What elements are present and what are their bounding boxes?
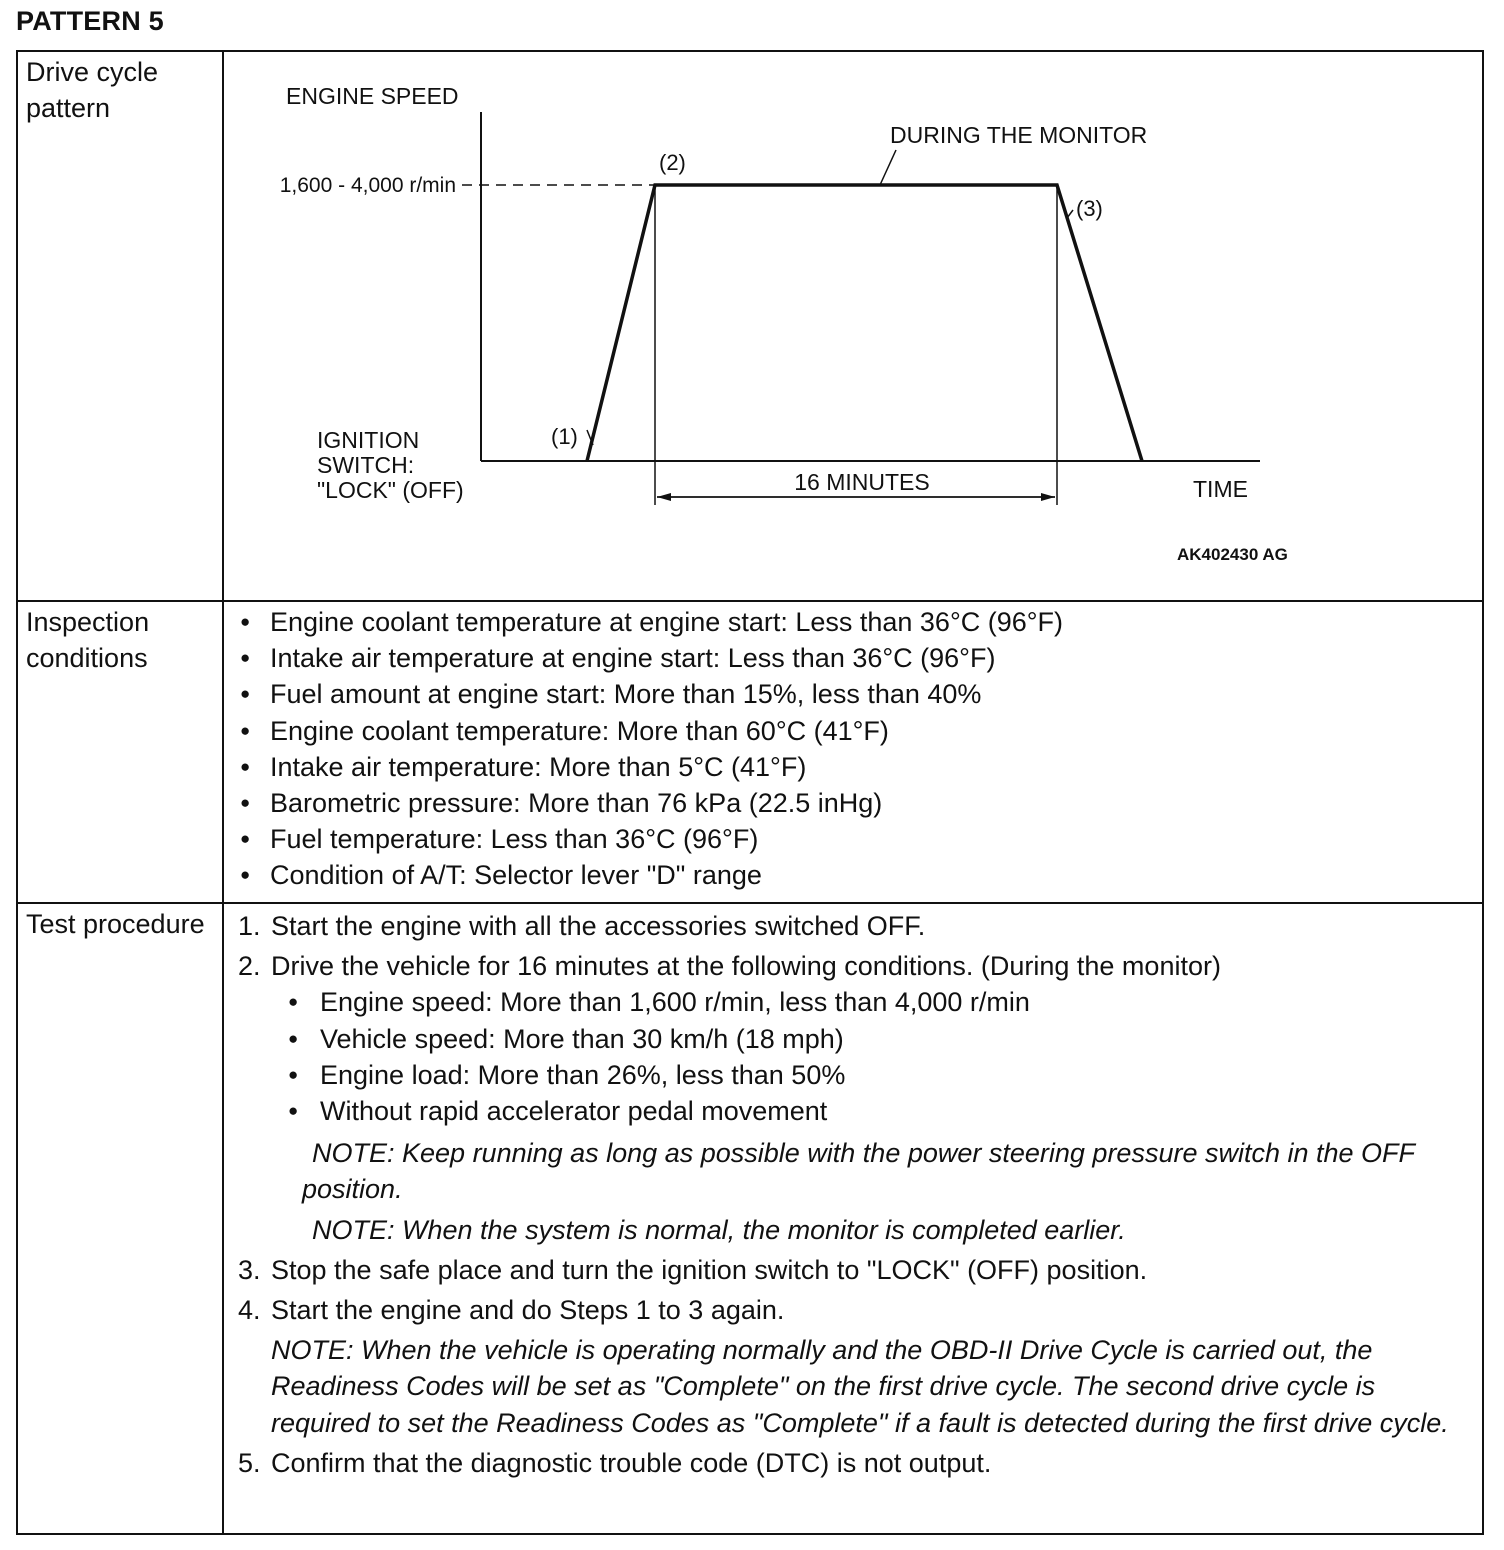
note-power-steering: NOTE: Keep running as long as possible with the power steering pressure switch in the OFF position. xyxy=(302,1138,1415,1205)
procedure-step-4 xyxy=(224,1292,1482,1328)
x-axis-label: TIME xyxy=(1193,476,1248,502)
drive-condition-item: ● Engine load: More than 26%, less than 50% xyxy=(288,1057,1482,1093)
point-3-leader xyxy=(1067,210,1073,218)
condition-item: ● Intake air temperature: More than 5°C (41°F) xyxy=(238,749,1482,785)
procedure-steps xyxy=(224,908,1482,1481)
monitor-label: DURING THE MONITOR xyxy=(890,122,1148,148)
procedure-step-5 xyxy=(224,1445,1482,1481)
inspection-conditions-cell xyxy=(223,601,1483,903)
step-text: Stop the safe place and turn the ignition switch to "LOCK" (OFF) position. xyxy=(271,1254,1148,1285)
note-readiness-codes: NOTE: When the vehicle is operating normally and the OBD-II Drive Cycle is carried out, the Readiness Codes will be set as "Complete" on the first drive cycle. The second drive cycle is required to set the Readiness Codes as "Complete" if a fault is detected during the first drive cycle. xyxy=(271,1335,1449,1438)
inspection-conditions-list xyxy=(224,604,1482,894)
step-text: Start the engine and do Steps 1 to 3 again. xyxy=(271,1295,785,1326)
inspection-label: Inspection conditions xyxy=(17,601,223,903)
condition-item: ● Barometric pressure: More than 76 kPa (22.5 inHg) xyxy=(238,785,1482,821)
figure-code: AK402430 AG xyxy=(1177,545,1288,564)
procedure-step-1 xyxy=(224,908,1482,944)
step-number: 2. xyxy=(238,951,261,982)
monitor-leader xyxy=(880,150,896,185)
step-number: 1. xyxy=(238,911,261,941)
step-text: Start the engine with all the accessories switched OFF. xyxy=(271,911,926,941)
point-3-label: (3) xyxy=(1076,196,1103,221)
inspection-row xyxy=(17,601,1483,903)
step-number: 3. xyxy=(238,1254,261,1285)
speed-range-label: 1,600 - 4,000 r/min xyxy=(279,174,456,197)
duration-label: 16 MINUTES xyxy=(794,469,930,495)
point-2-label: (2) xyxy=(659,150,686,175)
ignition-label-line2: SWITCH: xyxy=(317,452,415,478)
condition-item: ● Engine coolant temperature at engine start: Less than 36°C (96°F) xyxy=(238,604,1482,640)
drive-condition-item: ● Vehicle speed: More than 30 km/h (18 mph) xyxy=(288,1021,1482,1057)
condition-item: ● Condition of A/T: Selector lever "D" range xyxy=(238,857,1482,893)
step-text: Confirm that the diagnostic trouble code (DTC) is not output. xyxy=(271,1447,992,1478)
drive-cycle-row xyxy=(17,51,1483,601)
condition-item: ● Fuel amount at engine start: More than 15%, less than 40% xyxy=(238,676,1482,712)
point-1-label: (1) xyxy=(551,424,578,449)
test-procedure-cell xyxy=(223,903,1483,1534)
condition-item: ● Fuel temperature: Less than 36°C (96°F) xyxy=(238,821,1482,857)
test-procedure-label: Test procedure xyxy=(17,903,223,1534)
drive-conditions-list xyxy=(224,984,1482,1129)
note-normal-system: NOTE: When the system is normal, the monitor is completed earlier. xyxy=(312,1214,1126,1245)
drive-cycle-diagram-cell xyxy=(223,51,1483,601)
procedure-step-2 xyxy=(224,948,1482,984)
step-number: 4. xyxy=(238,1295,261,1326)
condition-item: ● Intake air temperature at engine start: Less than 36°C (96°F) xyxy=(238,640,1482,676)
page-title: PATTERN 5 xyxy=(16,6,164,36)
condition-item: ● Engine coolant temperature: More than 60°C (41°F) xyxy=(238,713,1482,749)
y-axis-label: ENGINE SPEED xyxy=(286,83,459,109)
drive-condition-item: ● Without rapid accelerator pedal movement xyxy=(288,1093,1482,1129)
step-text: Drive the vehicle for 16 minutes at the following conditions. (During the monitor) xyxy=(271,951,1221,982)
engine-speed-profile xyxy=(587,185,1142,461)
drive-cycle-diagram xyxy=(224,52,1482,598)
test-procedure-row xyxy=(17,903,1483,1534)
ignition-label-line3: "LOCK" (OFF) xyxy=(317,477,464,503)
ignition-label-line1: IGNITION xyxy=(317,427,420,453)
drive-condition-item: ● Engine speed: More than 1,600 r/min, less than 4,000 r/min xyxy=(288,984,1482,1020)
procedure-step-3 xyxy=(224,1252,1482,1288)
spec-table xyxy=(16,50,1484,1535)
step-number: 5. xyxy=(238,1447,261,1478)
drive-cycle-label: Drive cycle pattern xyxy=(17,51,223,601)
